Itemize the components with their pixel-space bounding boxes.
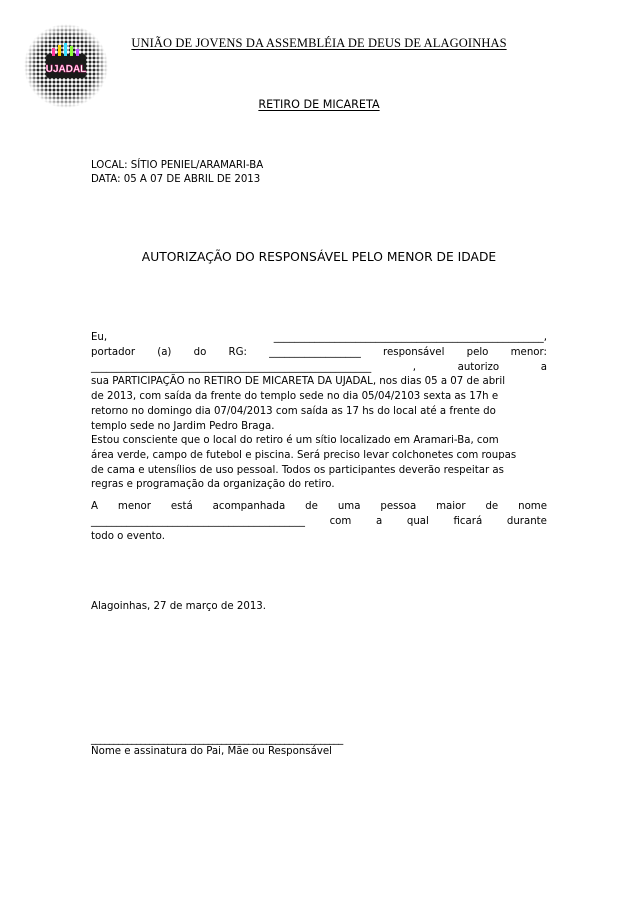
paragraph-line: área verde, campo de futebol e piscina. Será preciso levar colchonetes com roupas	[91, 449, 517, 461]
paragraph-line	[91, 346, 547, 361]
guardian-name-blank: _____________________________________________________,	[273, 332, 547, 343]
text-word: nome	[518, 501, 547, 512]
text-word: RG:	[228, 346, 247, 358]
paragraph-line	[91, 331, 547, 346]
text-word: acompanhada	[212, 501, 286, 512]
text-word: com	[329, 515, 352, 527]
text-word: a	[540, 361, 547, 373]
text-word: maior	[436, 501, 466, 512]
paragraph-line: retorno no domingo dia 07/04/2013 com saída as 17 hs do local até a frente do	[91, 405, 496, 417]
text-word: durante	[506, 515, 547, 527]
paragraph-line	[91, 515, 547, 530]
text-word: ficará	[453, 515, 483, 527]
text-word: A	[91, 501, 98, 512]
paragraph-line: todo o evento.	[91, 530, 165, 542]
text-word: portador	[91, 346, 136, 358]
authorization-paragraph	[91, 331, 547, 435]
text-word: qual	[406, 515, 429, 527]
companion-paragraph	[91, 500, 547, 544]
organization-header: UNIÃO DE JOVENS DA ASSEMBLÉIA DE DEUS DE ALAGOINHAS	[131, 36, 507, 50]
paragraph-line	[91, 500, 547, 515]
paragraph-line: de 2013, com saída da frente do templo sede no dia 05/04/2103 sexta as 17h e	[91, 391, 499, 403]
text-word: de	[485, 501, 499, 512]
text-word: de	[305, 501, 318, 512]
text-word: está	[170, 501, 193, 512]
text-word: do	[193, 346, 207, 358]
minor-name-blank: _______________________________________________________	[91, 361, 372, 373]
paragraph-line	[91, 361, 547, 376]
text-word: Eu,	[91, 332, 108, 343]
event-location: LOCAL: SÍTIO PENIEL/ARAMARI-BA	[91, 160, 264, 171]
text-word: autorizo	[457, 361, 500, 373]
paragraph-line: sua PARTICIPAÇÃO no RETIRO DE MICARETA DA UJADAL, nos dias 05 a 07 de abril	[91, 376, 506, 388]
text-word: pessoa	[380, 501, 417, 512]
text-word: (a)	[157, 346, 172, 358]
rg-blank: __________________	[269, 346, 361, 358]
awareness-paragraph	[91, 434, 547, 493]
signature-line: ________________________________________________________	[91, 734, 343, 745]
paragraph-line: de cama e utensílios de uso pessoal. Todos os participantes deverão respeitar as	[91, 464, 504, 476]
text-word: menor	[117, 501, 151, 512]
document-title: RETIRO DE MICARETA	[258, 98, 380, 111]
text-word: menor:	[510, 346, 547, 358]
text-word: pelo	[466, 346, 489, 358]
signature-caption: Nome e assinatura do Pai, Mãe ou Responsável	[91, 746, 332, 757]
companion-name-blank: __________________________________________	[91, 515, 305, 527]
paragraph-line: regras e programação da organização do retiro.	[91, 479, 335, 491]
text-word: uma	[337, 501, 361, 512]
paragraph-line: Estou consciente que o local do retiro é um sítio localizado em Aramari-Ba, com	[91, 435, 499, 446]
text-word: ,	[412, 361, 416, 373]
text-word: responsável	[383, 346, 445, 358]
text-word: a	[375, 515, 383, 527]
authorization-title: AUTORIZAÇÃO DO RESPONSÁVEL PELO MENOR DE IDADE	[141, 250, 497, 264]
event-dates: DATA: 05 A 07 DE ABRIL DE 2013	[91, 174, 261, 185]
place-and-date: Alagoinhas, 27 de março de 2013.	[91, 601, 267, 612]
logo-text: UJADAL	[45, 64, 87, 75]
paragraph-line: templo sede no Jardim Pedro Braga.	[91, 420, 275, 432]
